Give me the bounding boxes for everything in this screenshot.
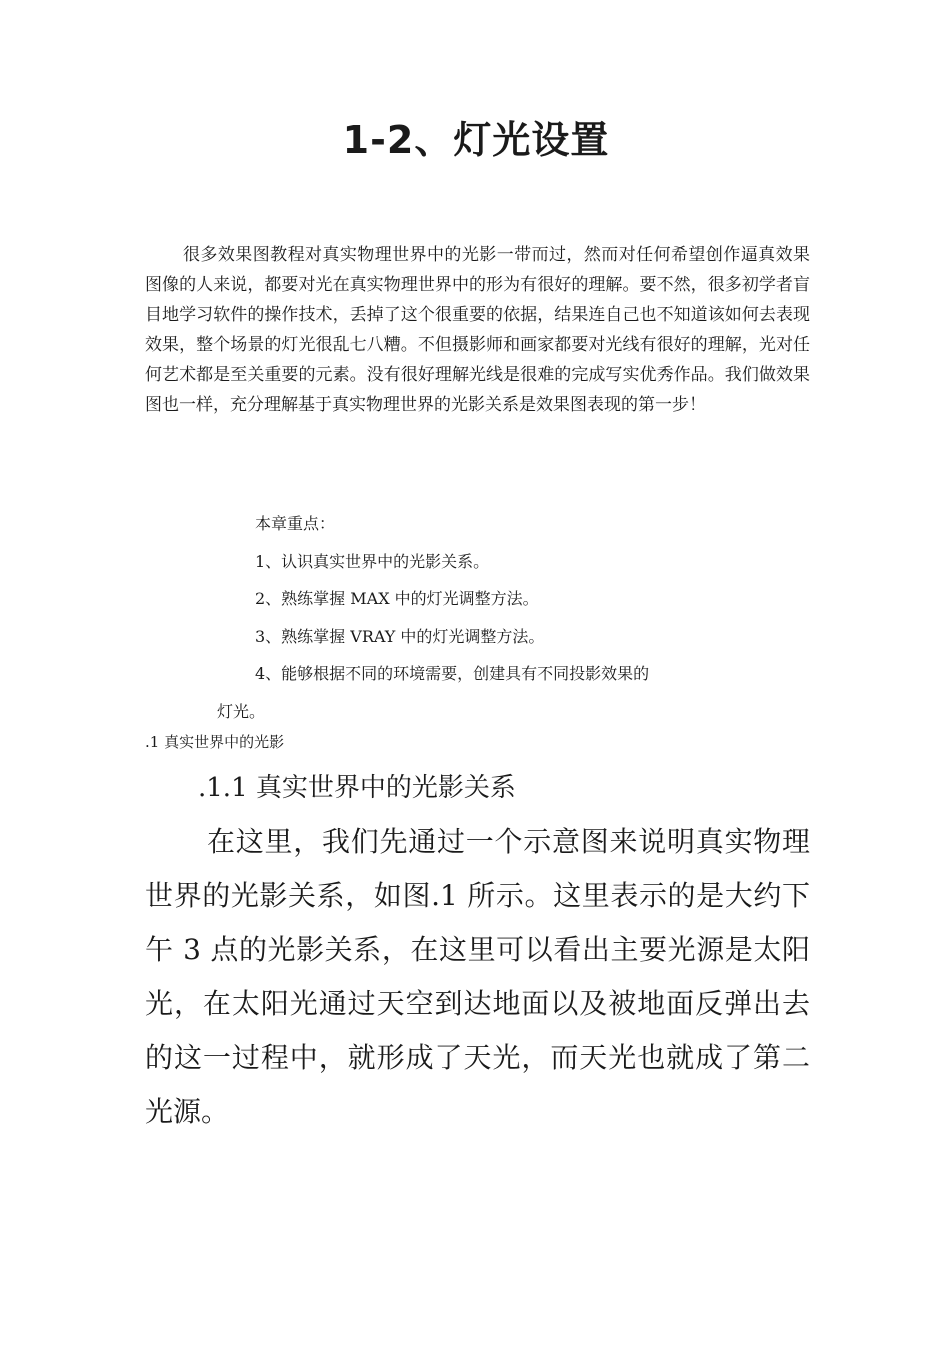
title-text: 、灯光设置 (414, 117, 610, 162)
key-point-item: 3、熟练掌握 VRAY 中的灯光调整方法。 (255, 626, 545, 646)
subsection-heading: .1.1 真实世界中的光影关系 (198, 773, 516, 803)
key-point-item-continuation: 灯光。 (217, 701, 266, 721)
body-paragraph: 在这里，我们先通过一个示意图来说明真实物理世界的光影关系，如图.1 所示。这里表示的是大约下午 3 点的光影关系，在这里可以看出主要光源是太阳光，在太阳光通过天空到达地面以及被地面反弹出去的这一过程中，就形成了天光，而天光也就成了第二光源。 (145, 825, 810, 1128)
key-points (145, 505, 810, 730)
intro-paragraph: 很多效果图教程对真实物理世界中的光影一带而过，然而对任何希望创作逼真效果图像的人来说，都要对光在真实物理世界中的形为有很好的理解。要不然，很多初学者盲目地学习软件的操作技术，丢掉了这个很重要的依据，结果连自己也不知道该如何去表现效果，整个场景的灯光很乱七八糟。不但摄影师和画家都要对光线有很好的理解，光对任何艺术都是至关重要的元素。没有很好理解光线是很难的完成写实优秀作品。我们做效果图也一样，充分理解基于真实物理世界的光影关系是效果图表现的第一步！ (145, 245, 810, 415)
key-points-heading: 本章重点： (255, 514, 336, 533)
section-heading: .1 真实世界中的光影 (145, 733, 285, 751)
page-title (0, 112, 952, 168)
key-point-item: 1、认识真实世界中的光影关系。 (255, 551, 490, 571)
key-point-item: 2、熟练掌握 MAX 中的灯光调整方法。 (255, 589, 539, 608)
title-number: 1-2 (342, 118, 415, 162)
key-point-item: 4、能够根据不同的环境需要，创建具有不同投影效果的 (255, 664, 650, 683)
